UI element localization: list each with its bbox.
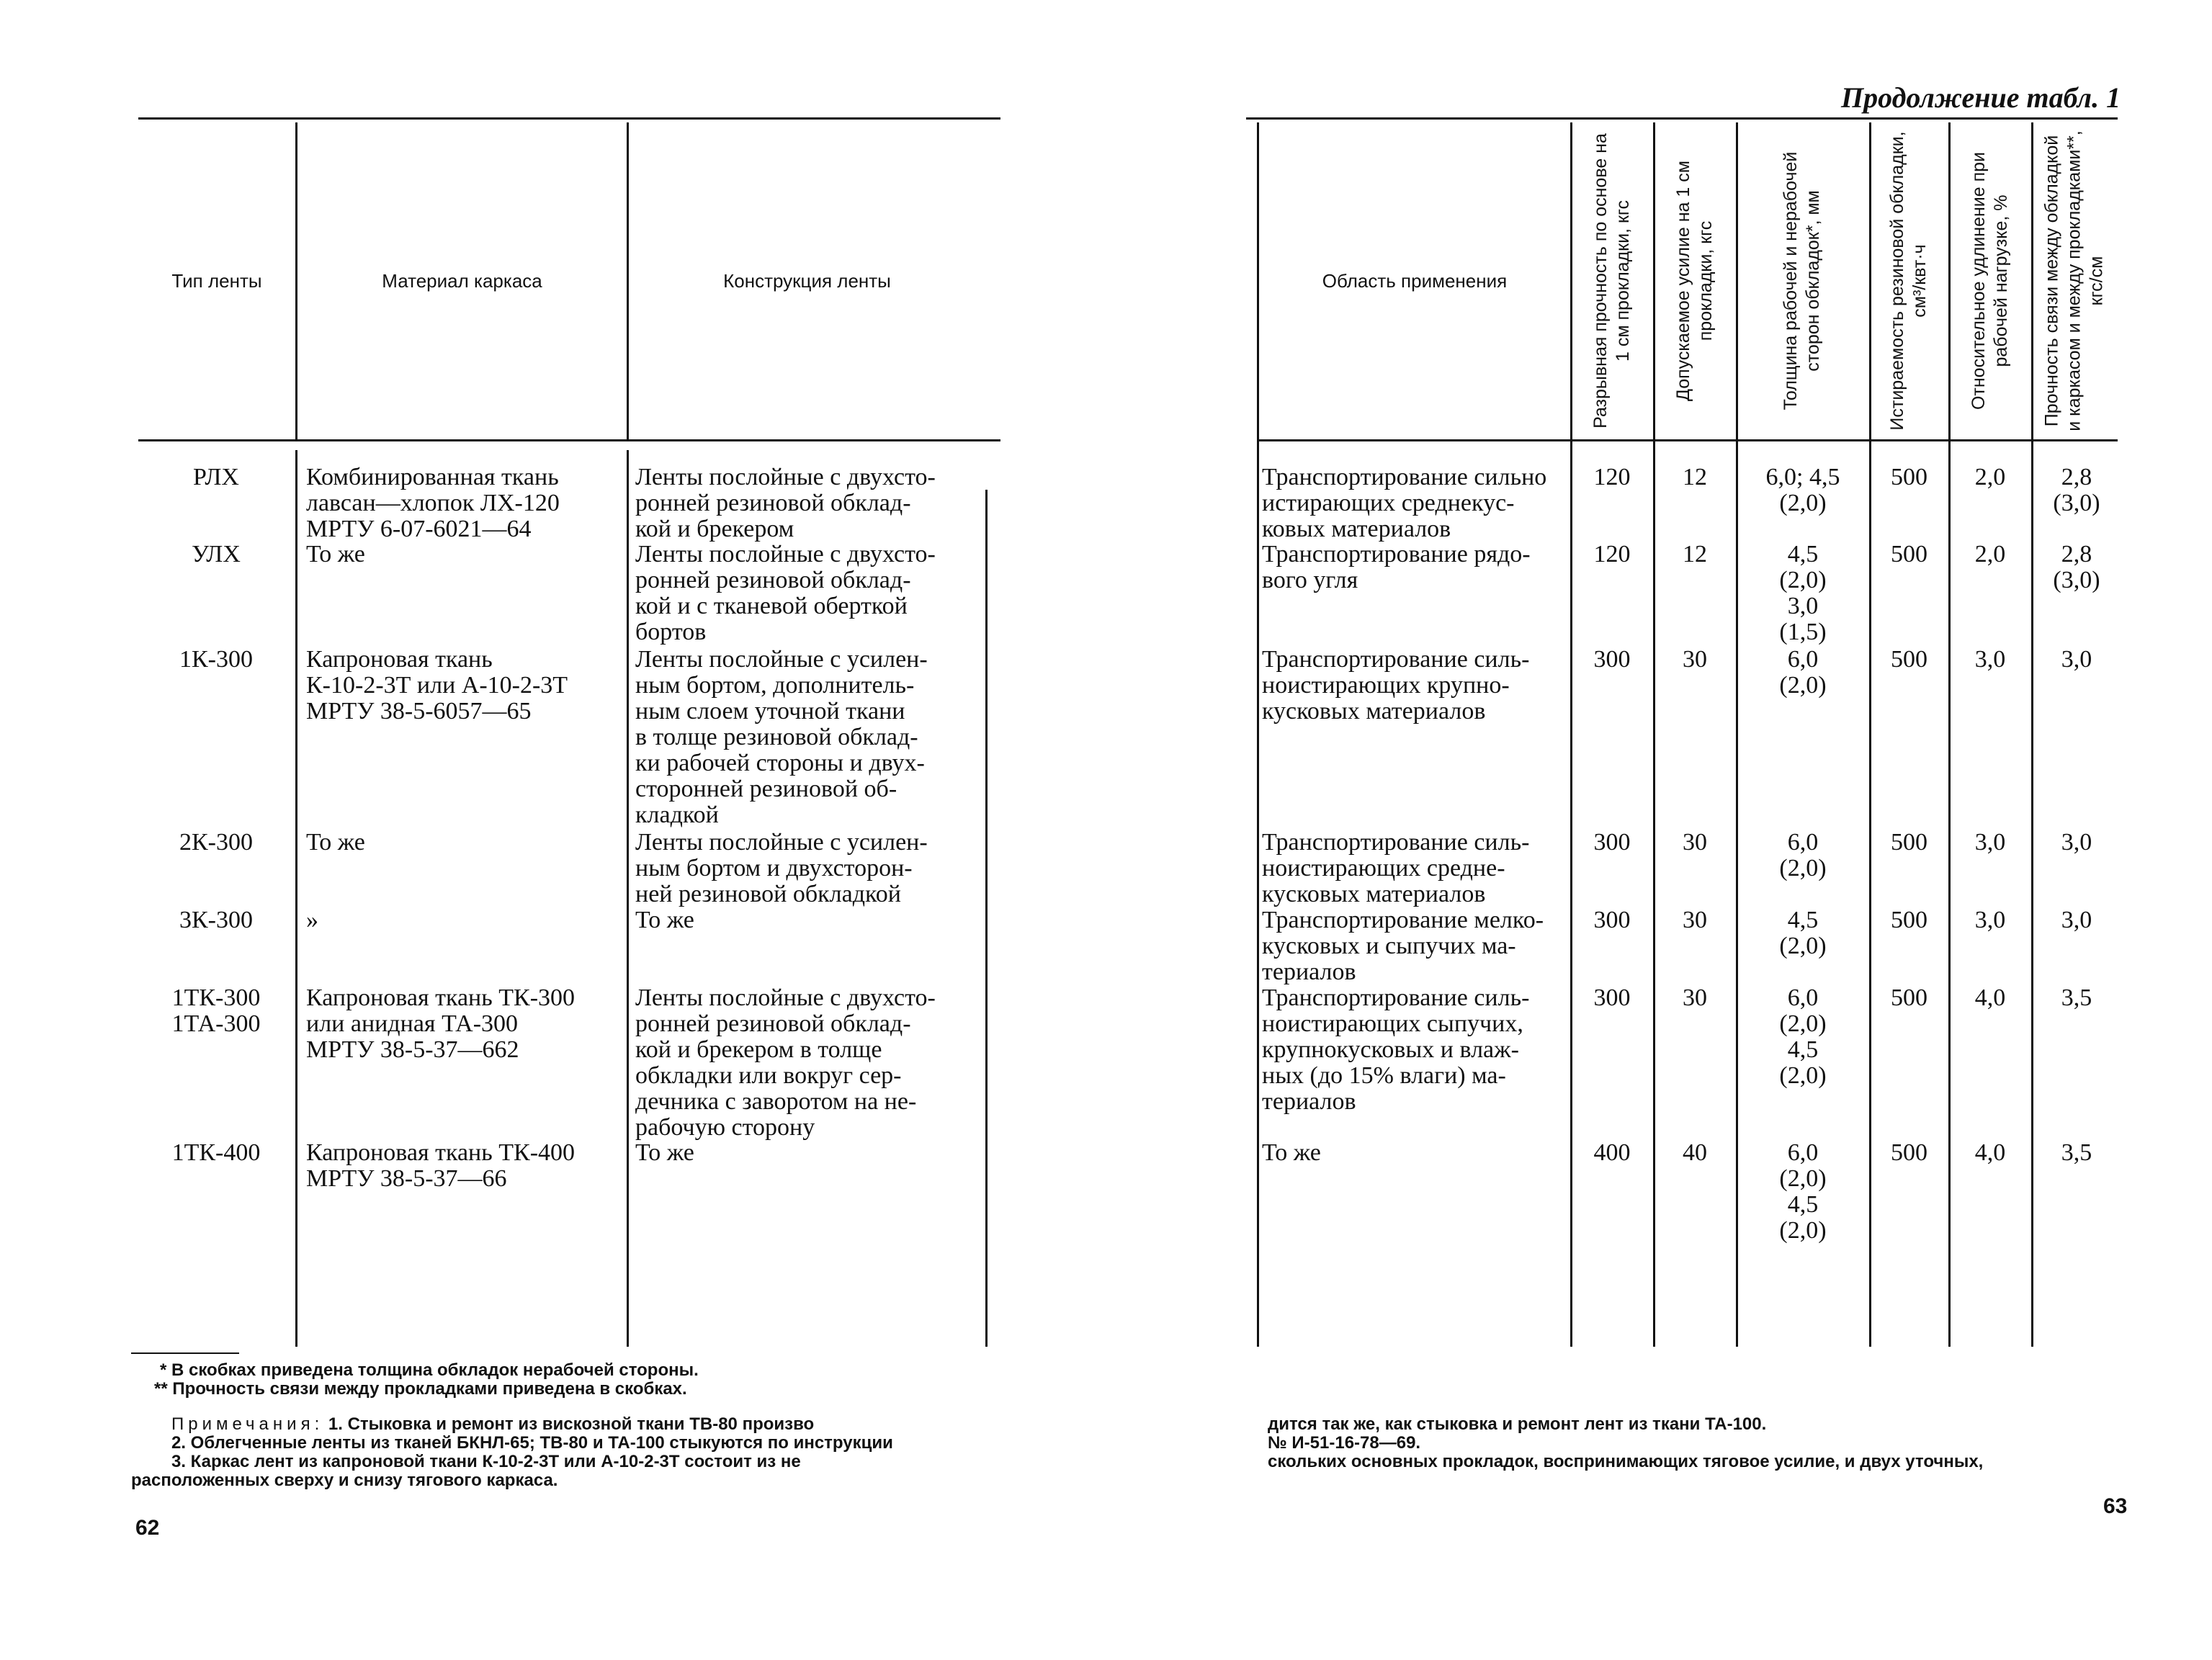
row-type: 2К-300 (179, 829, 253, 856)
header-bond-text: Прочность связи между обкладкой и каркасом и между прокладками**, кгс/см (2041, 130, 2107, 431)
row-construction-line: в толще резиновой обклад- (635, 724, 918, 750)
footnote-1: * В скобках приведена толщина обкладок нерабочей стороны. (160, 1360, 699, 1380)
row-thickness-line: 6,0; 4,5 (1765, 464, 1840, 490)
header-type: Тип ленты (171, 269, 262, 292)
row-elongation: 4,0 (1974, 1139, 2006, 1166)
row-construction-line: Ленты послойные с усилен- (635, 646, 928, 673)
row-area-line: кусковых и сыпучих ма- (1262, 933, 1516, 959)
row-construction-line: рабочую сторону (635, 1114, 815, 1141)
row-thickness-line: (2,0) (1779, 1217, 1827, 1244)
row-strength: 300 (1593, 907, 1631, 933)
row-bond-line: (3,0) (2053, 490, 2100, 516)
row-thickness-line: (2,0) (1779, 1062, 1827, 1089)
row-wear: 500 (1891, 646, 1927, 673)
row-wear: 500 (1891, 541, 1927, 567)
row-material-line: или анидная ТА-300 (306, 1010, 519, 1037)
row-strength: 400 (1593, 1139, 1631, 1166)
row-elongation: 3,0 (1974, 646, 2006, 673)
row-wear: 500 (1891, 907, 1927, 933)
row-bond-line: 2,8 (2061, 541, 2092, 567)
row-area-line: кусковых материалов (1262, 698, 1486, 724)
row-material-line: То же (306, 541, 365, 567)
row-material-line: лавсан—хлопок ЛХ-120 (306, 490, 560, 516)
header-material: Материал каркаса (382, 269, 542, 292)
row-material-line: К-10-2-3Т или А-10-2-3Т (306, 672, 568, 699)
header-area: Область применения (1322, 269, 1508, 292)
row-type: 1ТА-300 (171, 1010, 261, 1037)
row-type: 3К-300 (179, 907, 253, 933)
row-construction-line: ней резиновой обкладкой (635, 881, 901, 907)
row-thickness-line: 6,0 (1787, 829, 1819, 856)
row-type: 1ТК-300 (171, 984, 261, 1011)
row-construction-line: ронней резиновой обклад- (635, 490, 911, 516)
row-bond-line: (3,0) (2053, 567, 2100, 593)
row-force: 30 (1683, 984, 1707, 1011)
row-area-line: кусковых материалов (1262, 881, 1486, 907)
row-area-line: крупнокусковых и влаж- (1262, 1036, 1519, 1063)
row-area-line: Транспортирование силь- (1262, 646, 1530, 673)
header-thickness-text: Толщина рабочей и нерабочей сторон обкладок*, мм (1781, 151, 1823, 410)
right-notes-line-3: скольких основных прокладок, воспринимающих тяговое усилие, и двух уточных, (1268, 1452, 1984, 1471)
row-strength: 120 (1593, 464, 1631, 490)
notes-text-1: 1. Стыковка и ремонт из вискозной ткани ТВ-80 произво (323, 1414, 815, 1434)
row-thickness-line: (2,0) (1779, 1165, 1827, 1192)
row-type: 1К-300 (179, 646, 253, 673)
row-elongation: 2,0 (1974, 541, 2006, 567)
row-area-line: Транспортирование сильно (1262, 464, 1547, 490)
row-material-line: МРТУ 38-5-37—662 (306, 1036, 519, 1063)
row-construction-line: Ленты послойные с двухсто- (635, 464, 936, 490)
row-area-line: Транспортирование мелко- (1262, 907, 1544, 933)
row-bond-line: 3,5 (2061, 1139, 2092, 1166)
row-construction-line: кой и с тканевой оберткой (635, 593, 908, 619)
row-elongation: 2,0 (1974, 464, 2006, 490)
row-area-line: ноистирающих крупно- (1262, 672, 1510, 699)
page-number-right: 63 (2103, 1494, 2128, 1518)
row-material-line: » (306, 907, 318, 933)
right-notes-line-2: № И-51-16-78—69. (1268, 1433, 1421, 1453)
row-area-line: ноистирающих сыпучих, (1262, 1010, 1523, 1037)
row-construction-line: Ленты послойные с двухсто- (635, 541, 936, 567)
row-wear: 500 (1891, 464, 1927, 490)
row-thickness-line: (2,0) (1779, 933, 1827, 959)
row-thickness-line: 4,5 (1787, 1191, 1819, 1218)
row-type: 1ТК-400 (171, 1139, 261, 1166)
row-construction-line: ным слоем уточной ткани (635, 698, 905, 724)
page-number-left: 62 (135, 1516, 160, 1540)
row-area-line: ных (до 15% влаги) ма- (1262, 1062, 1506, 1089)
row-strength: 300 (1593, 829, 1631, 856)
row-wear: 500 (1891, 1139, 1927, 1166)
right-table-top-rule (1246, 117, 2118, 120)
row-material-line: Капроновая ткань ТК-300 (306, 984, 576, 1011)
row-area-line: Транспортирование рядо- (1262, 541, 1531, 567)
row-area-line: териалов (1262, 959, 1356, 985)
row-construction-line: ным бортом, дополнитель- (635, 672, 915, 699)
row-force: 40 (1683, 1139, 1707, 1166)
row-material-line: МРТУ 6-07-6021—64 (306, 516, 532, 542)
row-construction-line: ным бортом и двухсторон- (635, 855, 913, 881)
row-area-line: териалов (1262, 1088, 1356, 1115)
row-thickness-line: (2,0) (1779, 490, 1827, 516)
row-bond-line: 2,8 (2061, 464, 2092, 490)
row-type: УЛХ (192, 541, 241, 567)
row-strength: 300 (1593, 646, 1631, 673)
notes-line-4: расположенных сверху и снизу тягового каркаса. (131, 1471, 558, 1490)
row-bond-line: 3,5 (2061, 984, 2092, 1011)
row-thickness-line: (1,5) (1779, 619, 1827, 645)
right-header-bottom-rule (1257, 439, 2118, 441)
row-thickness-line: (2,0) (1779, 567, 1827, 593)
row-force: 30 (1683, 829, 1707, 856)
row-construction-line: Ленты послойные с усилен- (635, 829, 928, 856)
row-area-line: ковых материалов (1262, 516, 1451, 542)
footnote-2: ** Прочность связи между прокладками приведена в скобках. (154, 1379, 687, 1399)
row-construction-line: ронней резиновой обклад- (635, 567, 911, 593)
row-elongation: 4,0 (1974, 984, 2006, 1011)
row-elongation: 3,0 (1974, 907, 2006, 933)
row-construction-line: То же (635, 1139, 694, 1166)
row-thickness-line: 4,5 (1787, 1036, 1819, 1063)
row-material-line: МРТУ 38-5-37—66 (306, 1165, 507, 1192)
notes-label: Примечания: (171, 1414, 324, 1434)
row-construction-line: сторонней резиновой об- (635, 776, 897, 802)
header-wear-text: Истираемость резиновой обкладки, см³/квт·ч (1887, 131, 1930, 431)
row-thickness-line: 6,0 (1787, 984, 1819, 1011)
header-force-text: Допускаемое усилие на 1 см прокладки, кгс (1673, 161, 1716, 401)
row-thickness-line: 4,5 (1787, 541, 1819, 567)
continuation-label: Продолжение табл. 1 (1841, 81, 2121, 114)
row-thickness-line: 6,0 (1787, 646, 1819, 673)
row-wear: 500 (1891, 984, 1927, 1011)
row-material-line: МРТУ 38-5-6057—65 (306, 698, 532, 724)
row-construction-line: обкладки или вокруг сер- (635, 1062, 902, 1089)
row-area-line: Транспортирование силь- (1262, 829, 1530, 856)
row-force: 12 (1683, 541, 1707, 567)
row-strength: 300 (1593, 984, 1631, 1011)
row-construction-line: ронней резиновой обклад- (635, 1010, 911, 1037)
row-thickness-line: (2,0) (1779, 855, 1827, 881)
notes-line-3: 3. Каркас лент из капроновой ткани К-10-2-3Т или А-10-2-3Т состоит из не (171, 1452, 801, 1471)
row-thickness-line: 3,0 (1787, 593, 1819, 619)
row-construction-line: кой и брекером (635, 516, 794, 542)
row-strength: 120 (1593, 541, 1631, 567)
row-construction-line: кой и брекером в толще (635, 1036, 882, 1063)
row-construction-line: бортов (635, 619, 707, 645)
row-area-line: вого угля (1262, 567, 1358, 593)
row-area-line: истирающих среднекус- (1262, 490, 1515, 516)
row-material-line: Капроновая ткань (306, 646, 493, 673)
header-elongation-text: Относительное удлинение при рабочей нагрузке, % (1969, 151, 2011, 410)
row-construction-line: дечника с заворотом на не- (635, 1088, 917, 1115)
row-construction-line: То же (635, 907, 694, 933)
header-construction: Конструкция ленты (723, 269, 891, 292)
row-area-line: ноистирающих средне- (1262, 855, 1505, 881)
notes-line-2: 2. Облегченные ленты из тканей БКНЛ-65; ТВ-80 и ТА-100 стыкуются по инструкции (171, 1433, 893, 1453)
row-material-line: Комбинированная ткань (306, 464, 559, 490)
row-type: РЛХ (193, 464, 239, 490)
row-material-line: То же (306, 829, 365, 856)
row-force: 12 (1683, 464, 1707, 490)
row-construction-line: Ленты послойные с двухсто- (635, 984, 936, 1011)
row-bond-line: 3,0 (2061, 829, 2092, 856)
row-thickness-line: 6,0 (1787, 1139, 1819, 1166)
row-construction-line: кладкой (635, 802, 719, 828)
row-bond-line: 3,0 (2061, 907, 2092, 933)
row-wear: 500 (1891, 829, 1927, 856)
row-elongation: 3,0 (1974, 829, 2006, 856)
row-thickness-line: (2,0) (1779, 672, 1827, 699)
header-strength-text: Разрывная прочность по основе на 1 см прокладки, кгс (1590, 133, 1633, 429)
row-material-line: Капроновая ткань ТК-400 (306, 1139, 576, 1166)
row-area-line: Транспортирование силь- (1262, 984, 1530, 1011)
row-area-line: То же (1262, 1139, 1321, 1166)
row-thickness-line: 4,5 (1787, 907, 1819, 933)
row-thickness-line: (2,0) (1779, 1010, 1827, 1037)
row-force: 30 (1683, 907, 1707, 933)
right-notes-line-1: дится так же, как стыковка и ремонт лент из ткани ТА-100. (1268, 1414, 1767, 1434)
row-force: 30 (1683, 646, 1707, 673)
row-construction-line: ки рабочей стороны и двух- (635, 750, 925, 776)
row-bond-line: 3,0 (2061, 646, 2092, 673)
